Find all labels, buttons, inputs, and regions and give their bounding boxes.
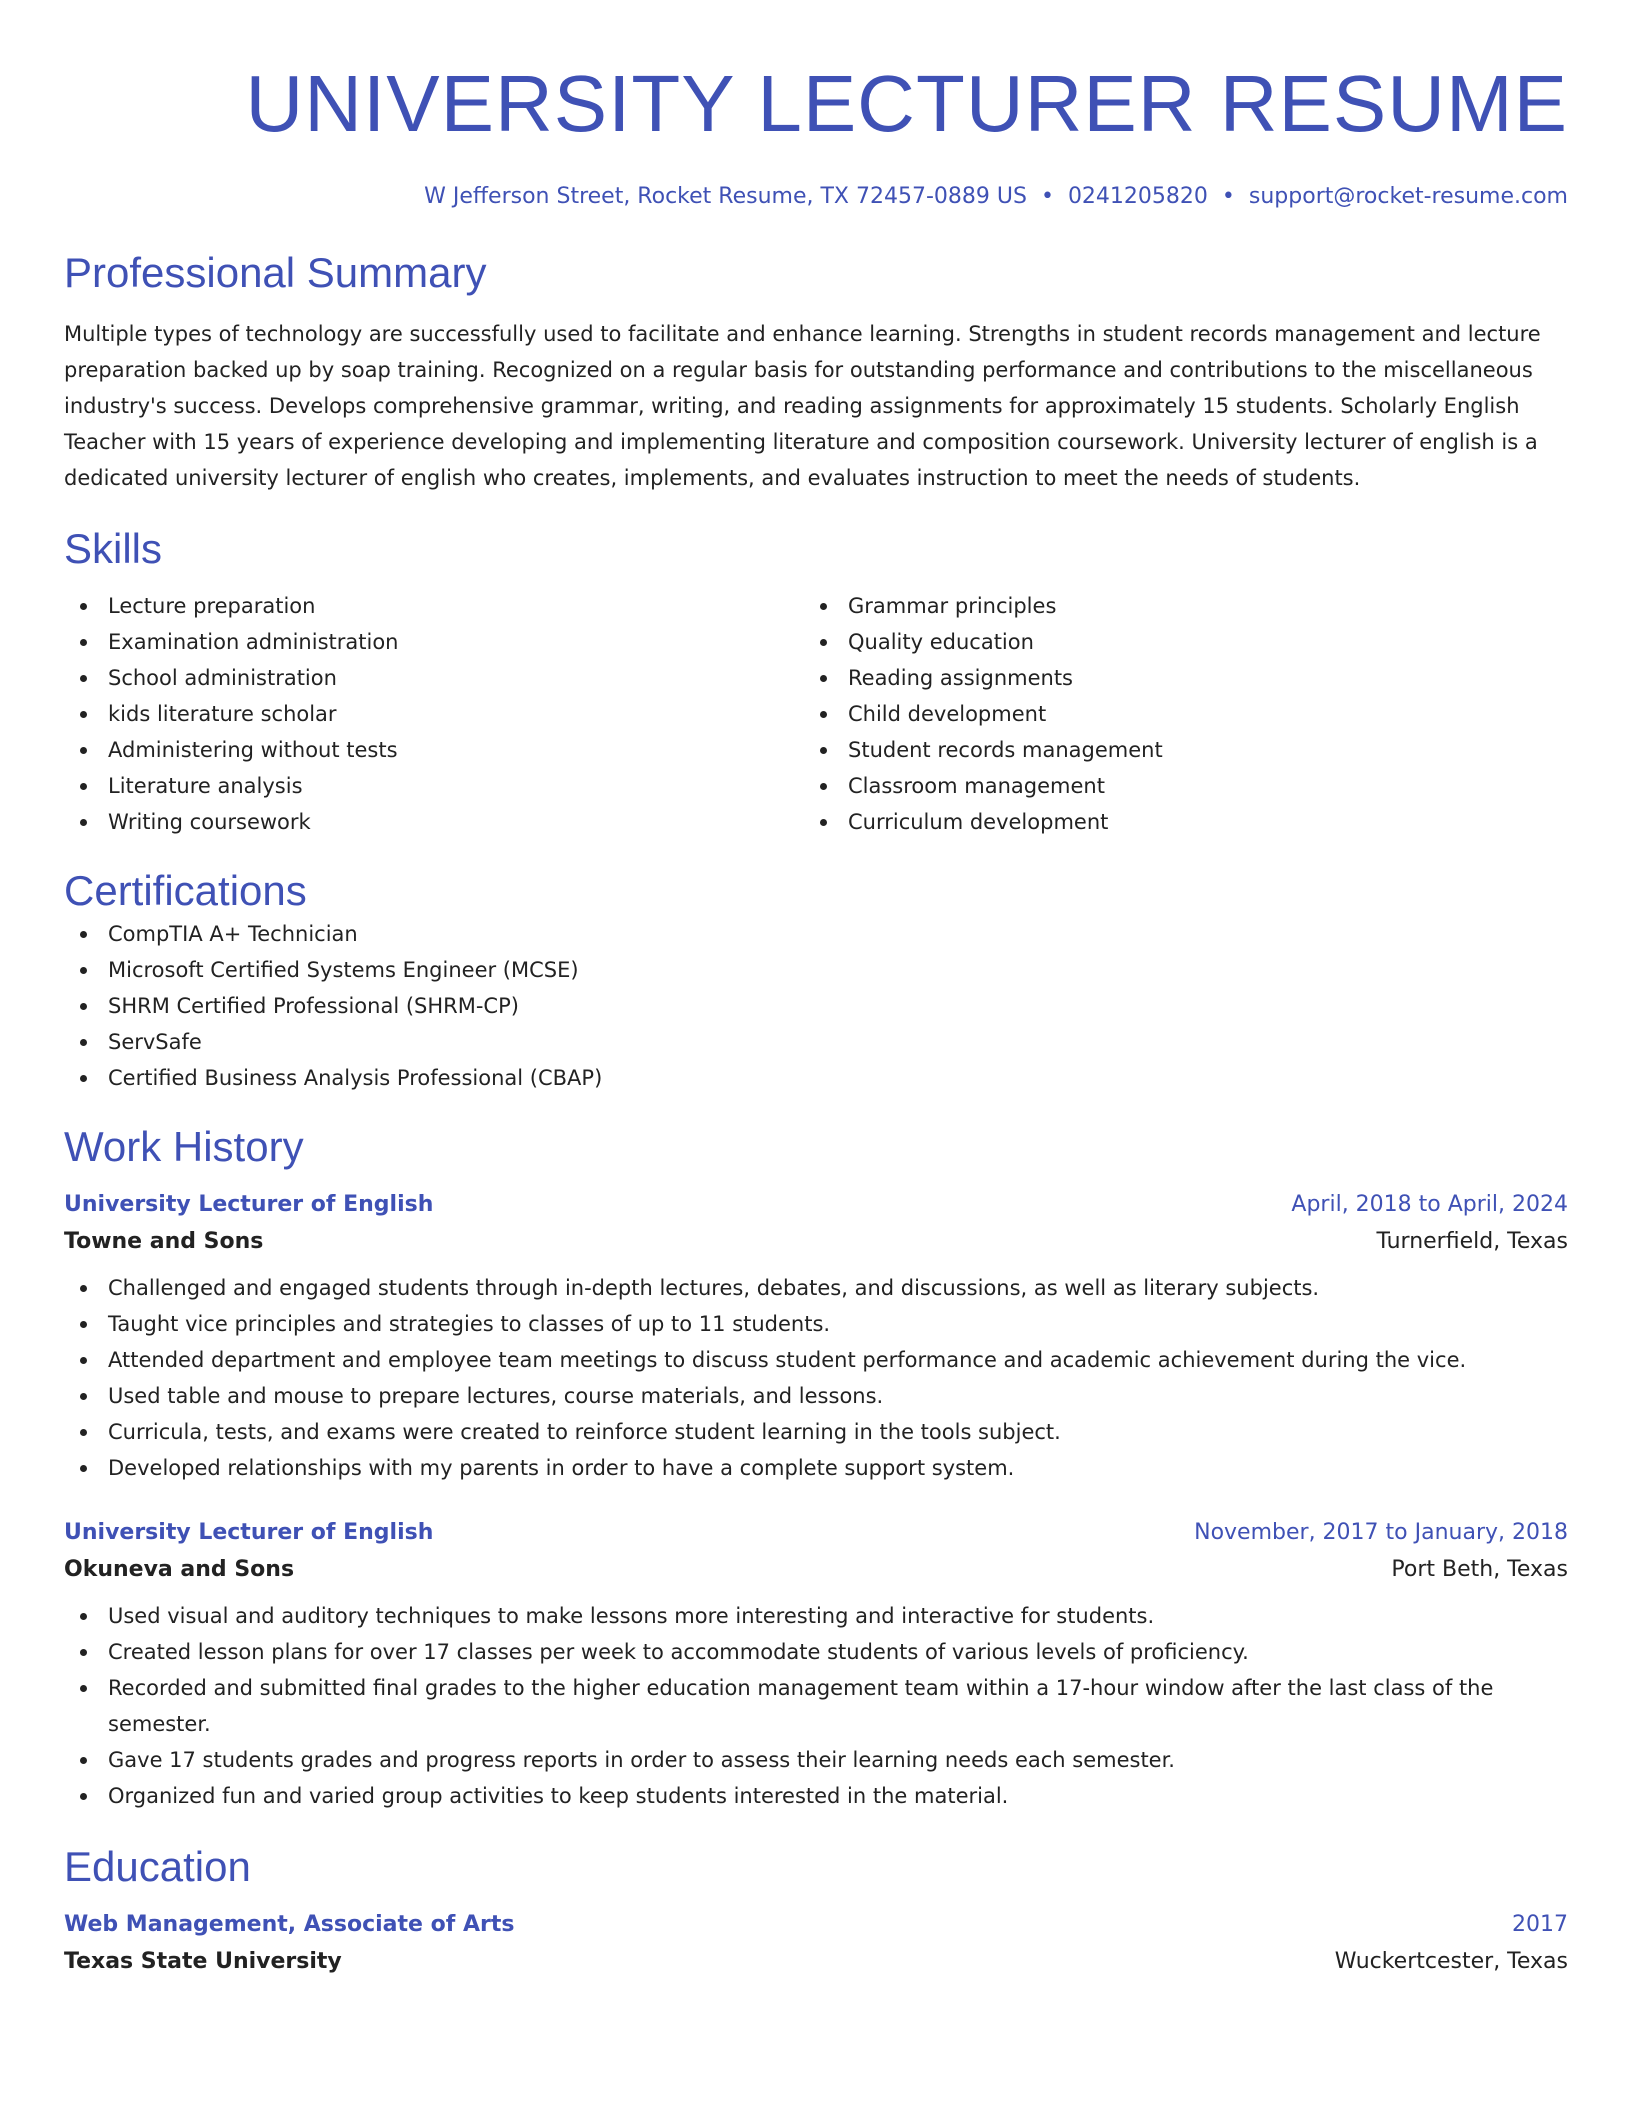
resume-title: UNIVERSITY LECTURER RESUME (245, 59, 1568, 148)
skill-item: Literature analysis (64, 768, 804, 804)
job-company: Towne and Sons (64, 1229, 264, 1254)
job-header-row (64, 1188, 1568, 1222)
certifications-section (64, 866, 1568, 1096)
education-header-row (64, 1908, 1568, 1942)
summary-heading: Professional Summary (64, 249, 487, 296)
job-title: University Lecturer of English (64, 1192, 434, 1217)
job-header-row (64, 1516, 1568, 1550)
skills-right-column (804, 588, 1544, 840)
education-year: 2017 (1512, 1912, 1568, 1937)
job-company-row (64, 1222, 1568, 1262)
skill-item: Grammar principles (804, 588, 1544, 624)
resume-header (64, 56, 1568, 212)
job-duty-item: Curricula, tests, and exams were created to reinforce student learning in the tools subject. (64, 1414, 1568, 1450)
education-section (64, 1842, 1568, 1982)
summary-text: Multiple types of technology are successfully used to facilitate and enhance learning. Strengths in student records management and lecture preparation backed up by soap training. Recognized on a regular basis for outstanding performance and contributions to the miscellaneous industry's success. Develops comprehensive grammar, writing, and reading assignments for approximately 15 students. Scholarly English Teacher with 15 years of experience developing and implementing literature and composition coursework. University lecturer of english is a dedicated university lecturer of english who creates, implements, and evaluates instruction to meet the needs of students. (64, 322, 1541, 490)
job-duty-item: Gave 17 students grades and progress reports in order to assess their learning needs each semester. (64, 1742, 1568, 1778)
skill-item: Curriculum development (804, 804, 1544, 840)
work-history-section (64, 1122, 1568, 1814)
contact-line (64, 182, 1568, 212)
skill-item: Student records management (804, 732, 1544, 768)
job-duty-item: Attended department and employee team meetings to discuss student performance and academic achievement during the vice. (64, 1342, 1568, 1378)
contact-separator: • (1221, 184, 1235, 209)
education-heading: Education (64, 1843, 251, 1890)
skill-item: Child development (804, 696, 1544, 732)
skill-item: Classroom management (804, 768, 1544, 804)
job-duty-item: Developed relationships with my parents in order to have a complete support system. (64, 1450, 1568, 1486)
job-duties-list (64, 1270, 1568, 1486)
skill-item: kids literature scholar (64, 696, 804, 732)
skills-heading: Skills (64, 525, 163, 572)
skill-item: Administering without tests (64, 732, 804, 768)
job-duty-item: Created lesson plans for over 17 classes per week to accommodate students of various levels of proficiency. (64, 1634, 1568, 1670)
job-duty-item: Recorded and submitted final grades to the higher education management team within a 17-hour window after the last class of the semester. (64, 1670, 1568, 1742)
education-degree: Web Management, Associate of Arts (64, 1912, 515, 1937)
certification-item: Certified Business Analysis Professional (CBAP) (64, 1060, 1568, 1096)
skill-item: Writing coursework (64, 804, 804, 840)
skill-item: Lecture preparation (64, 588, 804, 624)
contact-email: support@rocket-resume.com (1248, 184, 1568, 209)
skill-item: Quality education (804, 624, 1544, 660)
job-entry (64, 1188, 1568, 1486)
certification-item: ServSafe (64, 1024, 1568, 1060)
job-location: Port Beth, Texas (1391, 1557, 1568, 1582)
job-location: Turnerfield, Texas (1376, 1229, 1568, 1254)
education-school: Texas State University (64, 1949, 342, 1974)
job-duty-item: Used visual and auditory techniques to make lessons more interesting and interactive for students. (64, 1598, 1568, 1634)
education-location: Wuckertcester, Texas (1334, 1949, 1568, 1974)
education-school-row (64, 1942, 1568, 1982)
certification-item: Microsoft Certified Systems Engineer (MCSE) (64, 952, 1568, 988)
certification-item: SHRM Certified Professional (SHRM-CP) (64, 988, 1568, 1024)
summary-section (64, 248, 1568, 496)
skills-grid (64, 588, 1568, 840)
skills-left-column (64, 588, 804, 840)
job-duty-item: Taught vice principles and strategies to classes of up to 11 students. (64, 1306, 1568, 1342)
job-duty-item: Challenged and engaged students through in-depth lectures, debates, and discussions, as well as literary subjects. (64, 1270, 1568, 1306)
job-duty-item: Used table and mouse to prepare lectures, course materials, and lessons. (64, 1378, 1568, 1414)
contact-separator: • (1040, 184, 1054, 209)
certification-item: CompTIA A+ Technician (64, 916, 1568, 952)
education-entry (64, 1908, 1568, 1982)
contact-address: W Jefferson Street, Rocket Resume, TX 72457-0889 US (424, 184, 1027, 209)
certifications-heading: Certifications (64, 867, 307, 914)
skill-item: Reading assignments (804, 660, 1544, 696)
job-dates: April, 2018 to April, 2024 (1291, 1192, 1568, 1217)
job-title: University Lecturer of English (64, 1520, 434, 1545)
job-entry (64, 1516, 1568, 1814)
job-dates: November, 2017 to January, 2018 (1194, 1520, 1568, 1545)
job-duty-item: Organized fun and varied group activities to keep students interested in the material. (64, 1778, 1568, 1814)
skill-item: Examination administration (64, 624, 804, 660)
work-history-heading: Work History (64, 1123, 304, 1170)
skills-section (64, 524, 1568, 840)
job-duties-list (64, 1598, 1568, 1814)
job-company-row (64, 1550, 1568, 1590)
skill-item: School administration (64, 660, 804, 696)
certifications-list (64, 916, 1568, 1096)
contact-phone: 0241205820 (1067, 184, 1208, 209)
job-company: Okuneva and Sons (64, 1557, 295, 1582)
